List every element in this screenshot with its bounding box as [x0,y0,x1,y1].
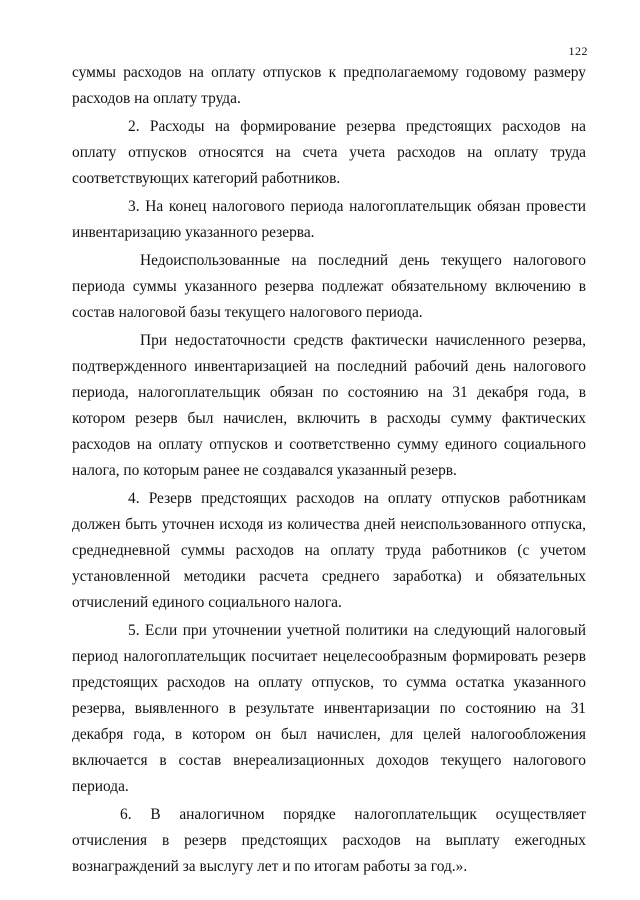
paragraph-item-2: 2. Расходы на формирование резерва предстоящих расходов на оплату отпусков относятся на счета учета расходов на оплату труда соответствующих категорий работников. [72,118,586,187]
paragraph-item-6: 6. В аналогичном порядке налогоплательщик осуществляет отчисления в резерв предстоящих расходов на выплату ежегодных вознаграждений за выслугу лет и по итогам работы за год.». [72,806,586,875]
paragraph-continuation: суммы расходов на оплату отпусков к предполагаемому годовому размеру расходов на оплату труда. [72,64,586,107]
paragraph-item-4: 4. Резерв предстоящих расходов на оплату отпусков работникам должен быть уточнен исходя из количества дней неиспользованного отпуска, среднедневной суммы расходов на оплату труда работников (с учетом установленной методики расчета среднего заработка) и обязательных отчислений единого социального налога. [72,490,586,611]
document-body [72,60,586,882]
paragraph-insufficient-reserve: При недостаточности средств фактически начисленного резерва, подтвержденного инвентаризацией на последний рабочий день налогового периода, налогоплательщик обязан по состоянию на 31 декабря года, в котором резерв был начислен, включить в расходы сумму фактических расходов на оплату отпусков и соответственно сумму единого социального налога, по которым ранее не создавался указанный резерв. [72,332,586,479]
paragraph-item-3: 3. На конец налогового периода налогоплательщик обязан провести инвентаризацию указанного резерва. [72,198,586,241]
paragraph-item-5: 5. Если при уточнении учетной политики на следующий налоговый период налогоплательщик посчитает нецелесообразным формировать резерв предстоящих расходов на оплату отпусков, то сумма остатка указанного резерва, выявленного в результате инвентаризации по состоянию на 31 декабря года, в котором он был начислен, для целей налогообложения включается в состав внереализационных доходов текущего налогового периода. [72,622,586,795]
page-number: 122 [568,44,588,58]
paragraph-unused-reserve: Недоиспользованные на последний день текущего налогового периода суммы указанного резерва подлежат обязательному включению в состав налоговой базы текущего налогового периода. [72,252,586,321]
